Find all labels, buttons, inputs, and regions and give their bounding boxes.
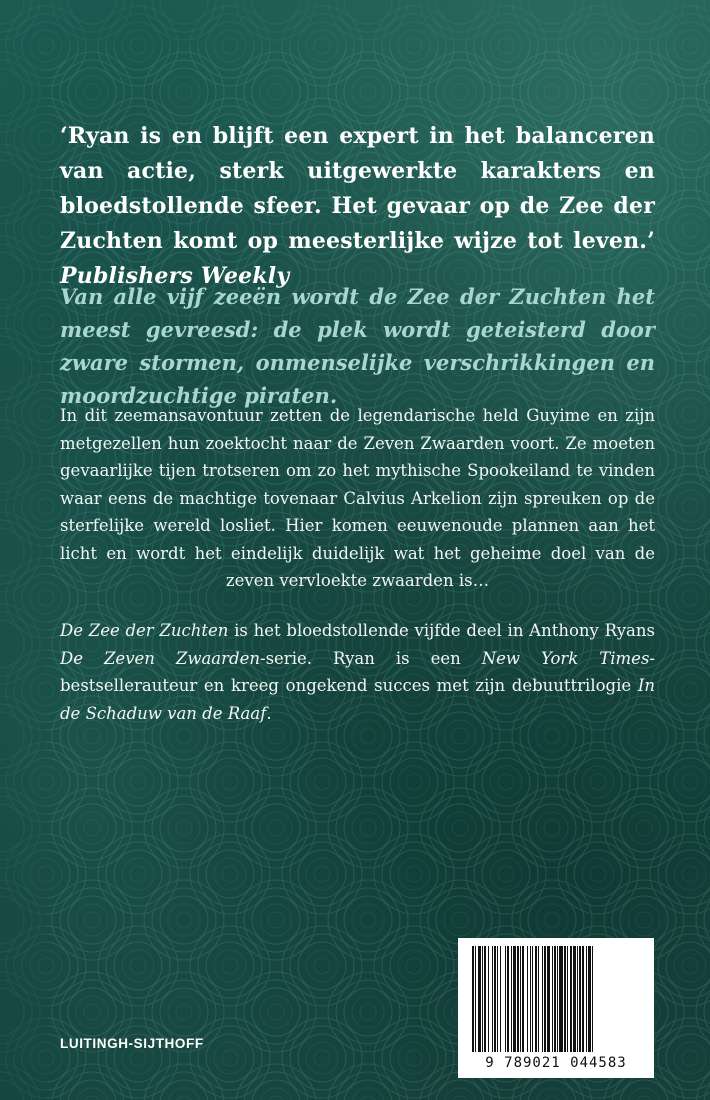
barcode-bar — [507, 946, 509, 1052]
barcode-bar — [567, 946, 568, 1052]
barcode-bar — [497, 946, 498, 1052]
barcode-bar — [472, 946, 474, 1052]
barcode-bar — [577, 946, 578, 1052]
review-quote — [60, 119, 655, 294]
blurb-text: is het bloedstollende vijfde deel in Anthony Ryans — [228, 621, 655, 640]
barcode-bar — [570, 946, 572, 1052]
isbn-barcode — [458, 938, 654, 1078]
barcode-bar — [530, 946, 531, 1052]
barcode-bar — [484, 946, 486, 1052]
barcode-bar — [564, 946, 566, 1052]
barcode-bar — [559, 946, 563, 1052]
barcode-bar — [511, 946, 512, 1052]
barcode-bar — [535, 946, 537, 1052]
barcode-bar — [488, 946, 489, 1052]
barcode-bar — [482, 946, 483, 1052]
barcode-bar — [552, 946, 553, 1052]
barcode-bar — [492, 946, 493, 1052]
barcode-bar — [542, 946, 543, 1052]
barcode-bar — [557, 946, 558, 1052]
blurb-paragraph-2 — [60, 617, 655, 727]
barcode-bar — [592, 946, 593, 1052]
barcode-bar — [500, 946, 501, 1052]
trilogy-title: In de Schaduw van de Raaf — [60, 676, 655, 723]
isbn-number: 9 789021 044583 — [485, 1055, 627, 1071]
barcode-bar — [478, 946, 481, 1052]
barcode-bar — [494, 946, 496, 1052]
quote-text: ‘Ryan is en blijft een expert in het balanceren van actie, sterk uitgewerkte karakters en bloedstollende sfeer. Het gevaar op de Zee der Zuchten komt op meesterlijke wijze tot leven.’ — [60, 123, 655, 254]
blurb-text: . — [266, 703, 272, 723]
quote-source: Publishers Weekly — [60, 263, 290, 289]
newspaper-name: New York Times — [481, 648, 650, 668]
barcode-bar — [520, 946, 521, 1052]
barcode-bar — [582, 946, 584, 1052]
barcode-bar — [513, 946, 516, 1052]
barcode-bar — [527, 946, 528, 1052]
barcode-bar — [517, 946, 519, 1052]
barcode-bar — [475, 946, 476, 1052]
barcode-bar — [586, 946, 587, 1052]
barcode-bar — [573, 946, 576, 1052]
barcode-bar — [532, 946, 533, 1052]
barcode-bars — [458, 938, 654, 1056]
book-title: De Zee der Zuchten — [60, 621, 229, 640]
barcode-bar — [547, 946, 550, 1052]
blurb-text: -bestsellerauteur en kreeg ongekend succes met zijn debuuttrilogie — [60, 648, 655, 695]
barcode-bar — [505, 946, 506, 1052]
barcode-bar — [554, 946, 556, 1052]
barcode-bar — [522, 946, 524, 1052]
barcode-bar — [579, 946, 581, 1052]
barcode-bar — [538, 946, 539, 1052]
barcode-bar — [544, 946, 546, 1052]
barcode-bar — [588, 946, 591, 1052]
series-title: De Zeven Zwaarden — [60, 648, 260, 668]
publisher-logo: LUITINGH-SIJTHOFF — [60, 1036, 204, 1051]
blurb-paragraph-1: In dit zeemansavontuur zetten de legendarische held Guyime en zijn metgezellen hun zoektocht naar de Zeven Zwaarden voort. Ze moeten gevaarlijke tijen trotseren om zo het mythische Spookeiland te vinden waar eens de machtige tovenaar Calvius Arkelion zijn spreuken op de sterfelijke wereld losliet. Hier komen eeuwenoude plannen aan het licht en wordt het eindelijk duidelijk wat het geheime doel van de zeven vervloekte zwaarden is… — [60, 406, 655, 590]
blurb-text: -serie. Ryan is een — [260, 648, 482, 668]
tagline: Van alle vijf zeeën wordt de Zee der Zuchten het meest gevreesd: de plek wordt geteisterd door zware stormen, onmenselijke verschrikkingen en moordzuchtige piraten. — [60, 284, 655, 408]
